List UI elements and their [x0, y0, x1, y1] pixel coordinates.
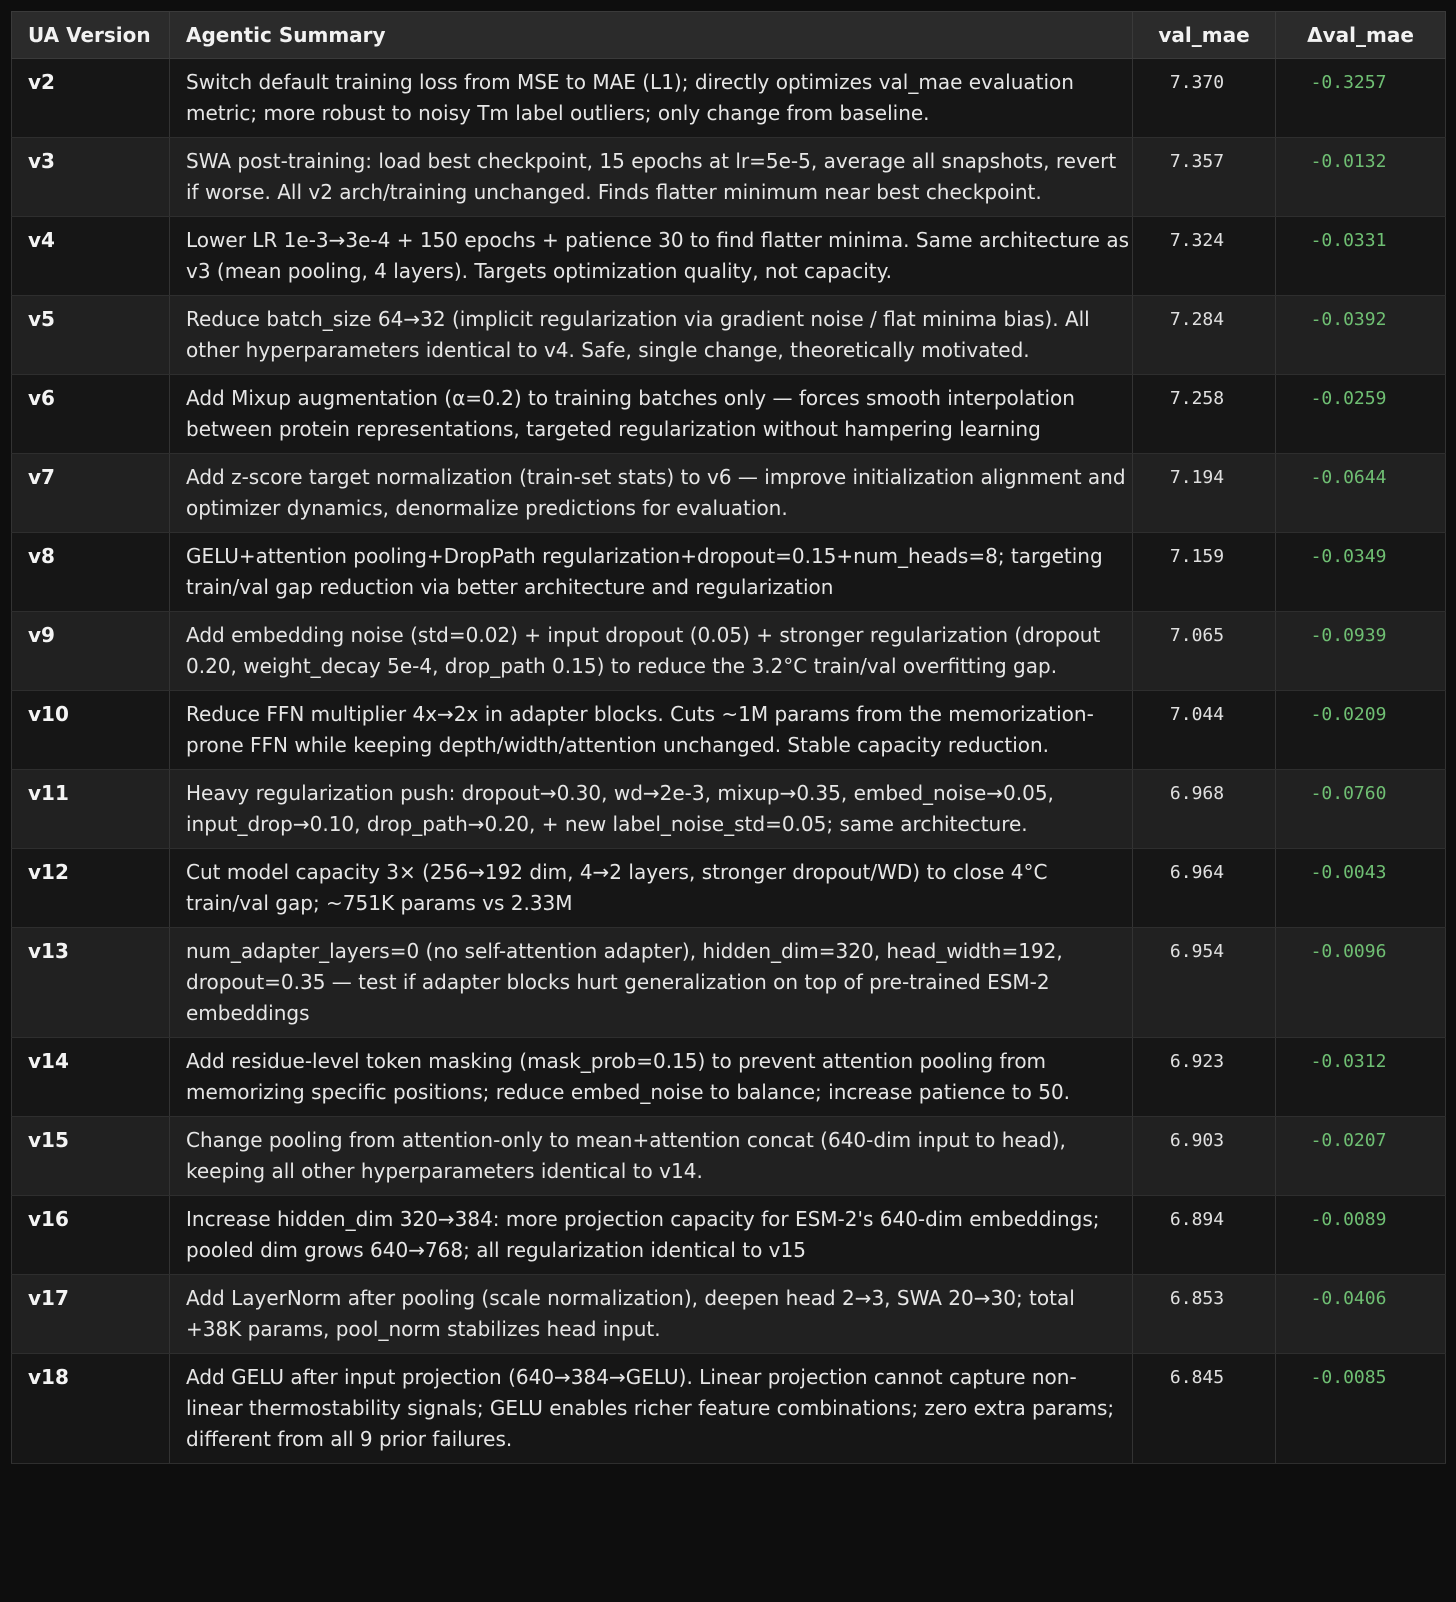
table-row — [12, 217, 1446, 296]
table-row — [12, 296, 1446, 375]
results-table — [11, 11, 1446, 1464]
row-val-mae: 7.194 — [1133, 454, 1276, 533]
row-version: v6 — [12, 375, 170, 454]
row-version: v4 — [12, 217, 170, 296]
row-summary: Add residue-level token masking (mask_prob=0.15) to prevent attention pooling from memorizing specific positions; reduce embed_noise to balance; increase patience to 50. — [170, 1038, 1133, 1117]
row-version: v12 — [12, 849, 170, 928]
row-val-mae: 6.853 — [1133, 1275, 1276, 1354]
row-val-mae: 7.044 — [1133, 691, 1276, 770]
row-delta-val-mae: -0.0392 — [1276, 296, 1446, 375]
row-val-mae: 6.968 — [1133, 770, 1276, 849]
row-val-mae: 7.159 — [1133, 533, 1276, 612]
row-version: v13 — [12, 928, 170, 1038]
row-version: v5 — [12, 296, 170, 375]
row-summary: Add GELU after input projection (640→384→GELU). Linear projection cannot capture non-linear thermostability signals; GELU enables richer feature combinations; zero extra params; different from all 9 prior failures. — [170, 1354, 1133, 1464]
row-val-mae: 6.845 — [1133, 1354, 1276, 1464]
row-version: v8 — [12, 533, 170, 612]
table-row — [12, 1117, 1446, 1196]
row-val-mae: 6.923 — [1133, 1038, 1276, 1117]
row-val-mae: 7.324 — [1133, 217, 1276, 296]
row-version: v17 — [12, 1275, 170, 1354]
row-version: v15 — [12, 1117, 170, 1196]
row-summary: Change pooling from attention-only to mean+attention concat (640-dim input to head), keeping all other hyperparameters identical to v14. — [170, 1117, 1133, 1196]
row-version: v9 — [12, 612, 170, 691]
row-summary: Heavy regularization push: dropout→0.30, wd→2e-3, mixup→0.35, embed_noise→0.05, input_drop→0.10, drop_path→0.20, + new label_noise_std=0.05; same architecture. — [170, 770, 1133, 849]
row-version: v3 — [12, 138, 170, 217]
row-summary: Reduce FFN multiplier 4x→2x in adapter blocks. Cuts ~1M params from the memorization-prone FFN while keeping depth/width/attention unchanged. Stable capacity reduction. — [170, 691, 1133, 770]
row-val-mae: 6.954 — [1133, 928, 1276, 1038]
row-delta-val-mae: -0.0349 — [1276, 533, 1446, 612]
row-val-mae: 7.357 — [1133, 138, 1276, 217]
row-summary: num_adapter_layers=0 (no self-attention adapter), hidden_dim=320, head_width=192, dropout=0.35 — test if adapter blocks hurt generalization on top of pre-trained ESM-2 embeddings — [170, 928, 1133, 1038]
row-val-mae: 7.284 — [1133, 296, 1276, 375]
row-val-mae: 7.370 — [1133, 59, 1276, 138]
row-summary: Cut model capacity 3× (256→192 dim, 4→2 layers, stronger dropout/WD) to close 4°C train/val gap; ~751K params vs 2.33M — [170, 849, 1133, 928]
row-summary: Add LayerNorm after pooling (scale normalization), deepen head 2→3, SWA 20→30; total +38K params, pool_norm stabilizes head input. — [170, 1275, 1133, 1354]
row-val-mae: 6.903 — [1133, 1117, 1276, 1196]
table-row — [12, 1354, 1446, 1464]
table-row — [12, 138, 1446, 217]
row-delta-val-mae: -0.0939 — [1276, 612, 1446, 691]
row-delta-val-mae: -0.3257 — [1276, 59, 1446, 138]
row-delta-val-mae: -0.0043 — [1276, 849, 1446, 928]
row-summary: Lower LR 1e-3→3e-4 + 150 epochs + patience 30 to find flatter minima. Same architecture as v3 (mean pooling, 4 layers). Targets optimization quality, not capacity. — [170, 217, 1133, 296]
header-row — [12, 12, 1446, 59]
table-row — [12, 375, 1446, 454]
table-row — [12, 1196, 1446, 1275]
table-row — [12, 849, 1446, 928]
row-version: v14 — [12, 1038, 170, 1117]
row-delta-val-mae: -0.0096 — [1276, 928, 1446, 1038]
row-summary: Reduce batch_size 64→32 (implicit regularization via gradient noise / flat minima bias). All other hyperparameters identical to v4. Safe, single change, theoretically motivated. — [170, 296, 1133, 375]
row-val-mae: 7.065 — [1133, 612, 1276, 691]
header-summary[interactable]: Agentic Summary — [170, 12, 1133, 59]
table-row — [12, 59, 1446, 138]
row-delta-val-mae: -0.0207 — [1276, 1117, 1446, 1196]
row-delta-val-mae: -0.0760 — [1276, 770, 1446, 849]
table-row — [12, 928, 1446, 1038]
row-summary: Increase hidden_dim 320→384: more projection capacity for ESM-2's 640-dim embeddings; pooled dim grows 640→768; all regularization identical to v15 — [170, 1196, 1133, 1275]
table-row — [12, 454, 1446, 533]
table-row — [12, 770, 1446, 849]
table-row — [12, 612, 1446, 691]
row-summary: GELU+attention pooling+DropPath regularization+dropout=0.15+num_heads=8; targeting train/val gap reduction via better architecture and regularization — [170, 533, 1133, 612]
row-delta-val-mae: -0.0331 — [1276, 217, 1446, 296]
table-body — [12, 59, 1446, 1464]
row-delta-val-mae: -0.0259 — [1276, 375, 1446, 454]
row-summary: Add embedding noise (std=0.02) + input dropout (0.05) + stronger regularization (dropout 0.20, weight_decay 5e-4, drop_path 0.15) to reduce the 3.2°C train/val overfitting gap. — [170, 612, 1133, 691]
results-table-container — [11, 11, 1445, 1464]
row-val-mae: 6.894 — [1133, 1196, 1276, 1275]
table-row — [12, 1038, 1446, 1117]
row-version: v2 — [12, 59, 170, 138]
row-version: v16 — [12, 1196, 170, 1275]
row-version: v11 — [12, 770, 170, 849]
row-delta-val-mae: -0.0085 — [1276, 1354, 1446, 1464]
row-summary: Add Mixup augmentation (α=0.2) to training batches only — forces smooth interpolation between protein representations, targeted regularization without hampering learning — [170, 375, 1133, 454]
row-version: v18 — [12, 1354, 170, 1464]
row-summary: SWA post-training: load best checkpoint, 15 epochs at lr=5e-5, average all snapshots, revert if worse. All v2 arch/training unchanged. Finds flatter minimum near best checkpoint. — [170, 138, 1133, 217]
row-delta-val-mae: -0.0132 — [1276, 138, 1446, 217]
row-delta-val-mae: -0.0312 — [1276, 1038, 1446, 1117]
table-header — [12, 12, 1446, 59]
header-delta-val-mae[interactable]: Δval_mae — [1276, 12, 1446, 59]
row-delta-val-mae: -0.0406 — [1276, 1275, 1446, 1354]
row-version: v10 — [12, 691, 170, 770]
row-val-mae: 6.964 — [1133, 849, 1276, 928]
row-version: v7 — [12, 454, 170, 533]
row-delta-val-mae: -0.0089 — [1276, 1196, 1446, 1275]
header-version[interactable]: UA Version — [12, 12, 170, 59]
row-val-mae: 7.258 — [1133, 375, 1276, 454]
row-delta-val-mae: -0.0644 — [1276, 454, 1446, 533]
table-row — [12, 1275, 1446, 1354]
table-row — [12, 533, 1446, 612]
row-delta-val-mae: -0.0209 — [1276, 691, 1446, 770]
header-val-mae[interactable]: val_mae — [1133, 12, 1276, 59]
row-summary: Add z-score target normalization (train-set stats) to v6 — improve initialization alignment and optimizer dynamics, denormalize predictions for evaluation. — [170, 454, 1133, 533]
table-row — [12, 691, 1446, 770]
row-summary: Switch default training loss from MSE to MAE (L1); directly optimizes val_mae evaluation metric; more robust to noisy Tm label outliers; only change from baseline. — [170, 59, 1133, 138]
